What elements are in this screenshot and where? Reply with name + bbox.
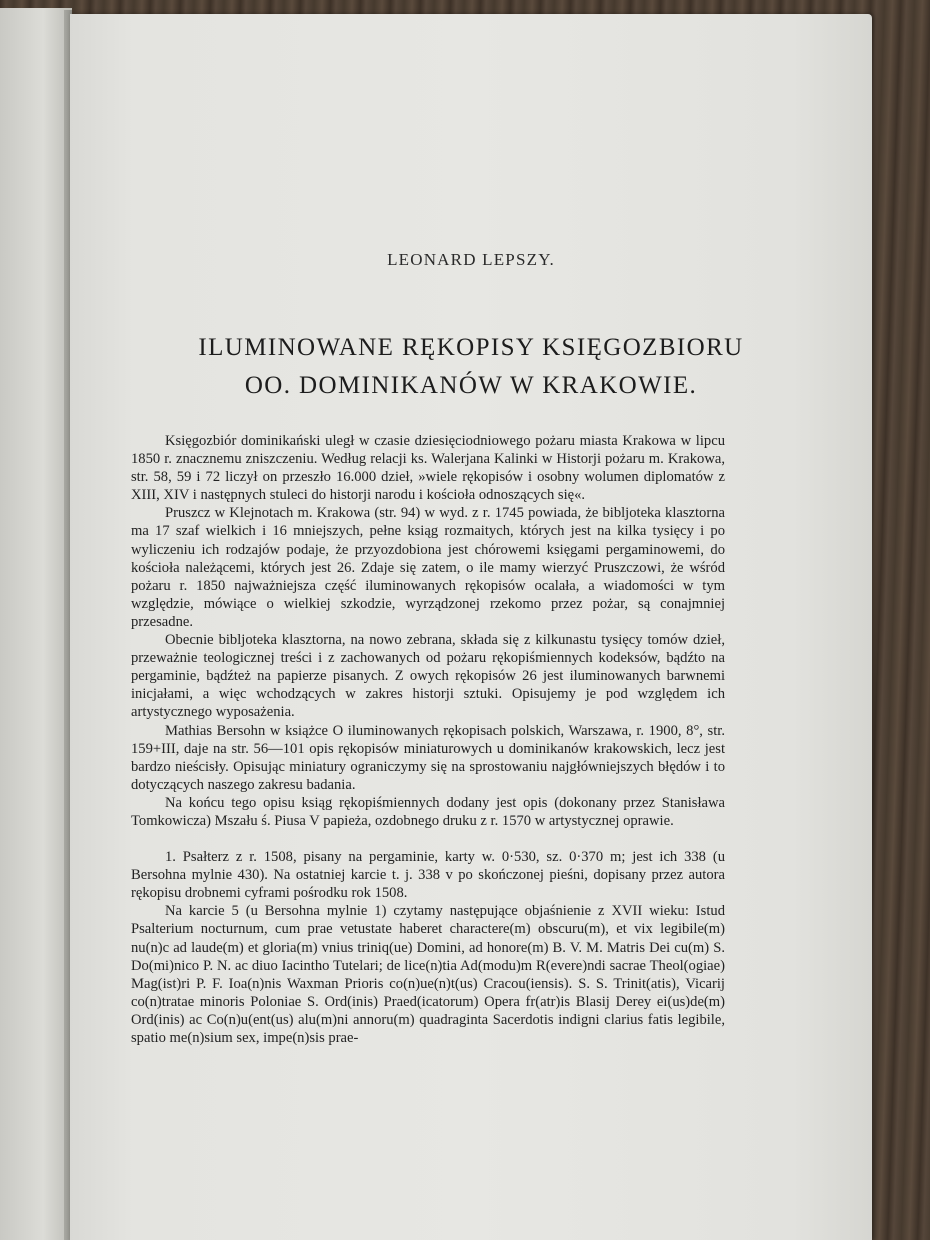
title-line-2: OO. DOMINIKANÓW W KRAKOWIE. bbox=[244, 372, 698, 399]
paragraph: Księgozbiór dominikański uległ w czasie dziesięciodniowego pożaru miasta Krakowa w lipcu 1850 r. znacznemu zniszczeniu. Według relacji ks. Walerjana Kalinki w Historji pożaru m. Krakowa, str. 58, 59 i 72 liczył on przeszło 16.000 dzieł, »wiele rękopisów i osobny wolumen diplomatów z XIII, XIV i następnych stuleci do historji narodu i kościoła odnoszących się«. bbox=[131, 433, 725, 504]
paragraph: 1. Psałterz z r. 1508, pisany na pergaminie, karty w. 0·530, sz. 0·370 m; jest ich 338 (u Bersohna mylnie 430). Na ostatniej karcie t. j. 338 v po skończonej pieśni, dopisany przez autora rękopisu drobnemi cyframi pośrodku rok 1508. bbox=[131, 849, 725, 902]
paragraph: Na karcie 5 (u Bersohna mylnie 1) czytamy następujące objaśnienie z XVII wieku: Istud Psalterium nocturnum, cum prae vetustate haberet charactere(m) obscuru(m), et vix legibile(m) nu(n)c ad laude(m) et gloria(m) vnius triniq(ue) Domini, ad honore(m) B. V. M. Matris Dei cu(m) S. Do(mi)nico P. N. ac diuo Iacintho Tutelari; de lice(n)tia Ad(modu)m R(evere)ndi sacrae Theol(ogiae) Mag(ist)ri P. F. Ioa(n)nis Waxman Prioris co(n)ue(n)t(us) Cracou(iensis). S. S. Trinit(atis), Vicarij co(n)tratae minoris Poloniae S. Ord(inis) Praed(icatorum) Opera fr(atr)is Blasij Derey ei(us)de(m) Ord(inis) ac Co(n)u(ent(us) alu(m)ni annoru(m) quadraginta Sacerdotis indigni clarius fatis legibile, spatio me(n)sium sex, impe(n)sis prae- bbox=[131, 903, 725, 1046]
title-line-1: ILUMINOWANE RĘKOPISY KSIĘGOZBIORU bbox=[198, 334, 744, 361]
body-text bbox=[131, 432, 725, 1047]
left-facing-page bbox=[0, 8, 72, 1240]
paragraph: Mathias Bersohn w książce O iluminowanych rękopisach polskich, Warszawa, r. 1900, 8°, str. 159+III, daje na str. 56—101 opis rękopisów miniaturowych u dominikanów krakowskich, lecz jest bardzo nieścisły. Opisując miniatury ograniczymy się na sprostowaniu najgłówniejszych błędów i to dotyczących naszego zakresu badania. bbox=[131, 722, 725, 793]
paragraph: Na końcu tego opisu ksiąg rękopiśmiennych dodany jest opis (dokonany przez Stanisława Tomkowicza) Mszału ś. Piusa V papieża, ozdobnego druku z r. 1570 w artystycznej oprawie. bbox=[131, 794, 725, 829]
document-page bbox=[70, 14, 872, 1240]
paragraph: Pruszcz w Klejnotach m. Krakowa (str. 94) w wyd. z r. 1745 powiada, że bibljoteka klasztorna ma 17 szaf wielkich i 16 mniejszych, pełne ksiąg rozmaitych, których jest na kilka tysięcy i po wyliczeniu ich rodzajów podaje, że przyozdobiona jest chórowemi księgami pergaminowemi, do kościoła należącemi, których jest 26. Zdaje się zatem, o ile mamy wierzyć Pruszczowi, że wśród pożaru r. 1850 najważniejsza część iluminowanych rękopisów ocalała, a wiadomości w tym względzie, mówiące o wielkiej szkodzie, wyrządzonej rzekomo przez pożar, są conajmniej przesadne. bbox=[131, 505, 725, 630]
paragraph: Obecnie bibljoteka klasztorna, na nowo zebrana, składa się z kilkunastu tysięcy tomów dzieł, przeważnie teologicznej treści i z zachowanych od pożaru rękopiśmiennych kodeksów, bądźto na pergaminie, bądźteż na papierze pisanych. Z owych rękopisów 26 jest iluminowanych barwnemi inicjałami, a więc wchodzących w zakres historji sztuki. Opisujemy je pod względem ich artystycznego wyposażenia. bbox=[131, 632, 725, 721]
author-name: LEONARD LEPSZY. bbox=[387, 250, 555, 269]
